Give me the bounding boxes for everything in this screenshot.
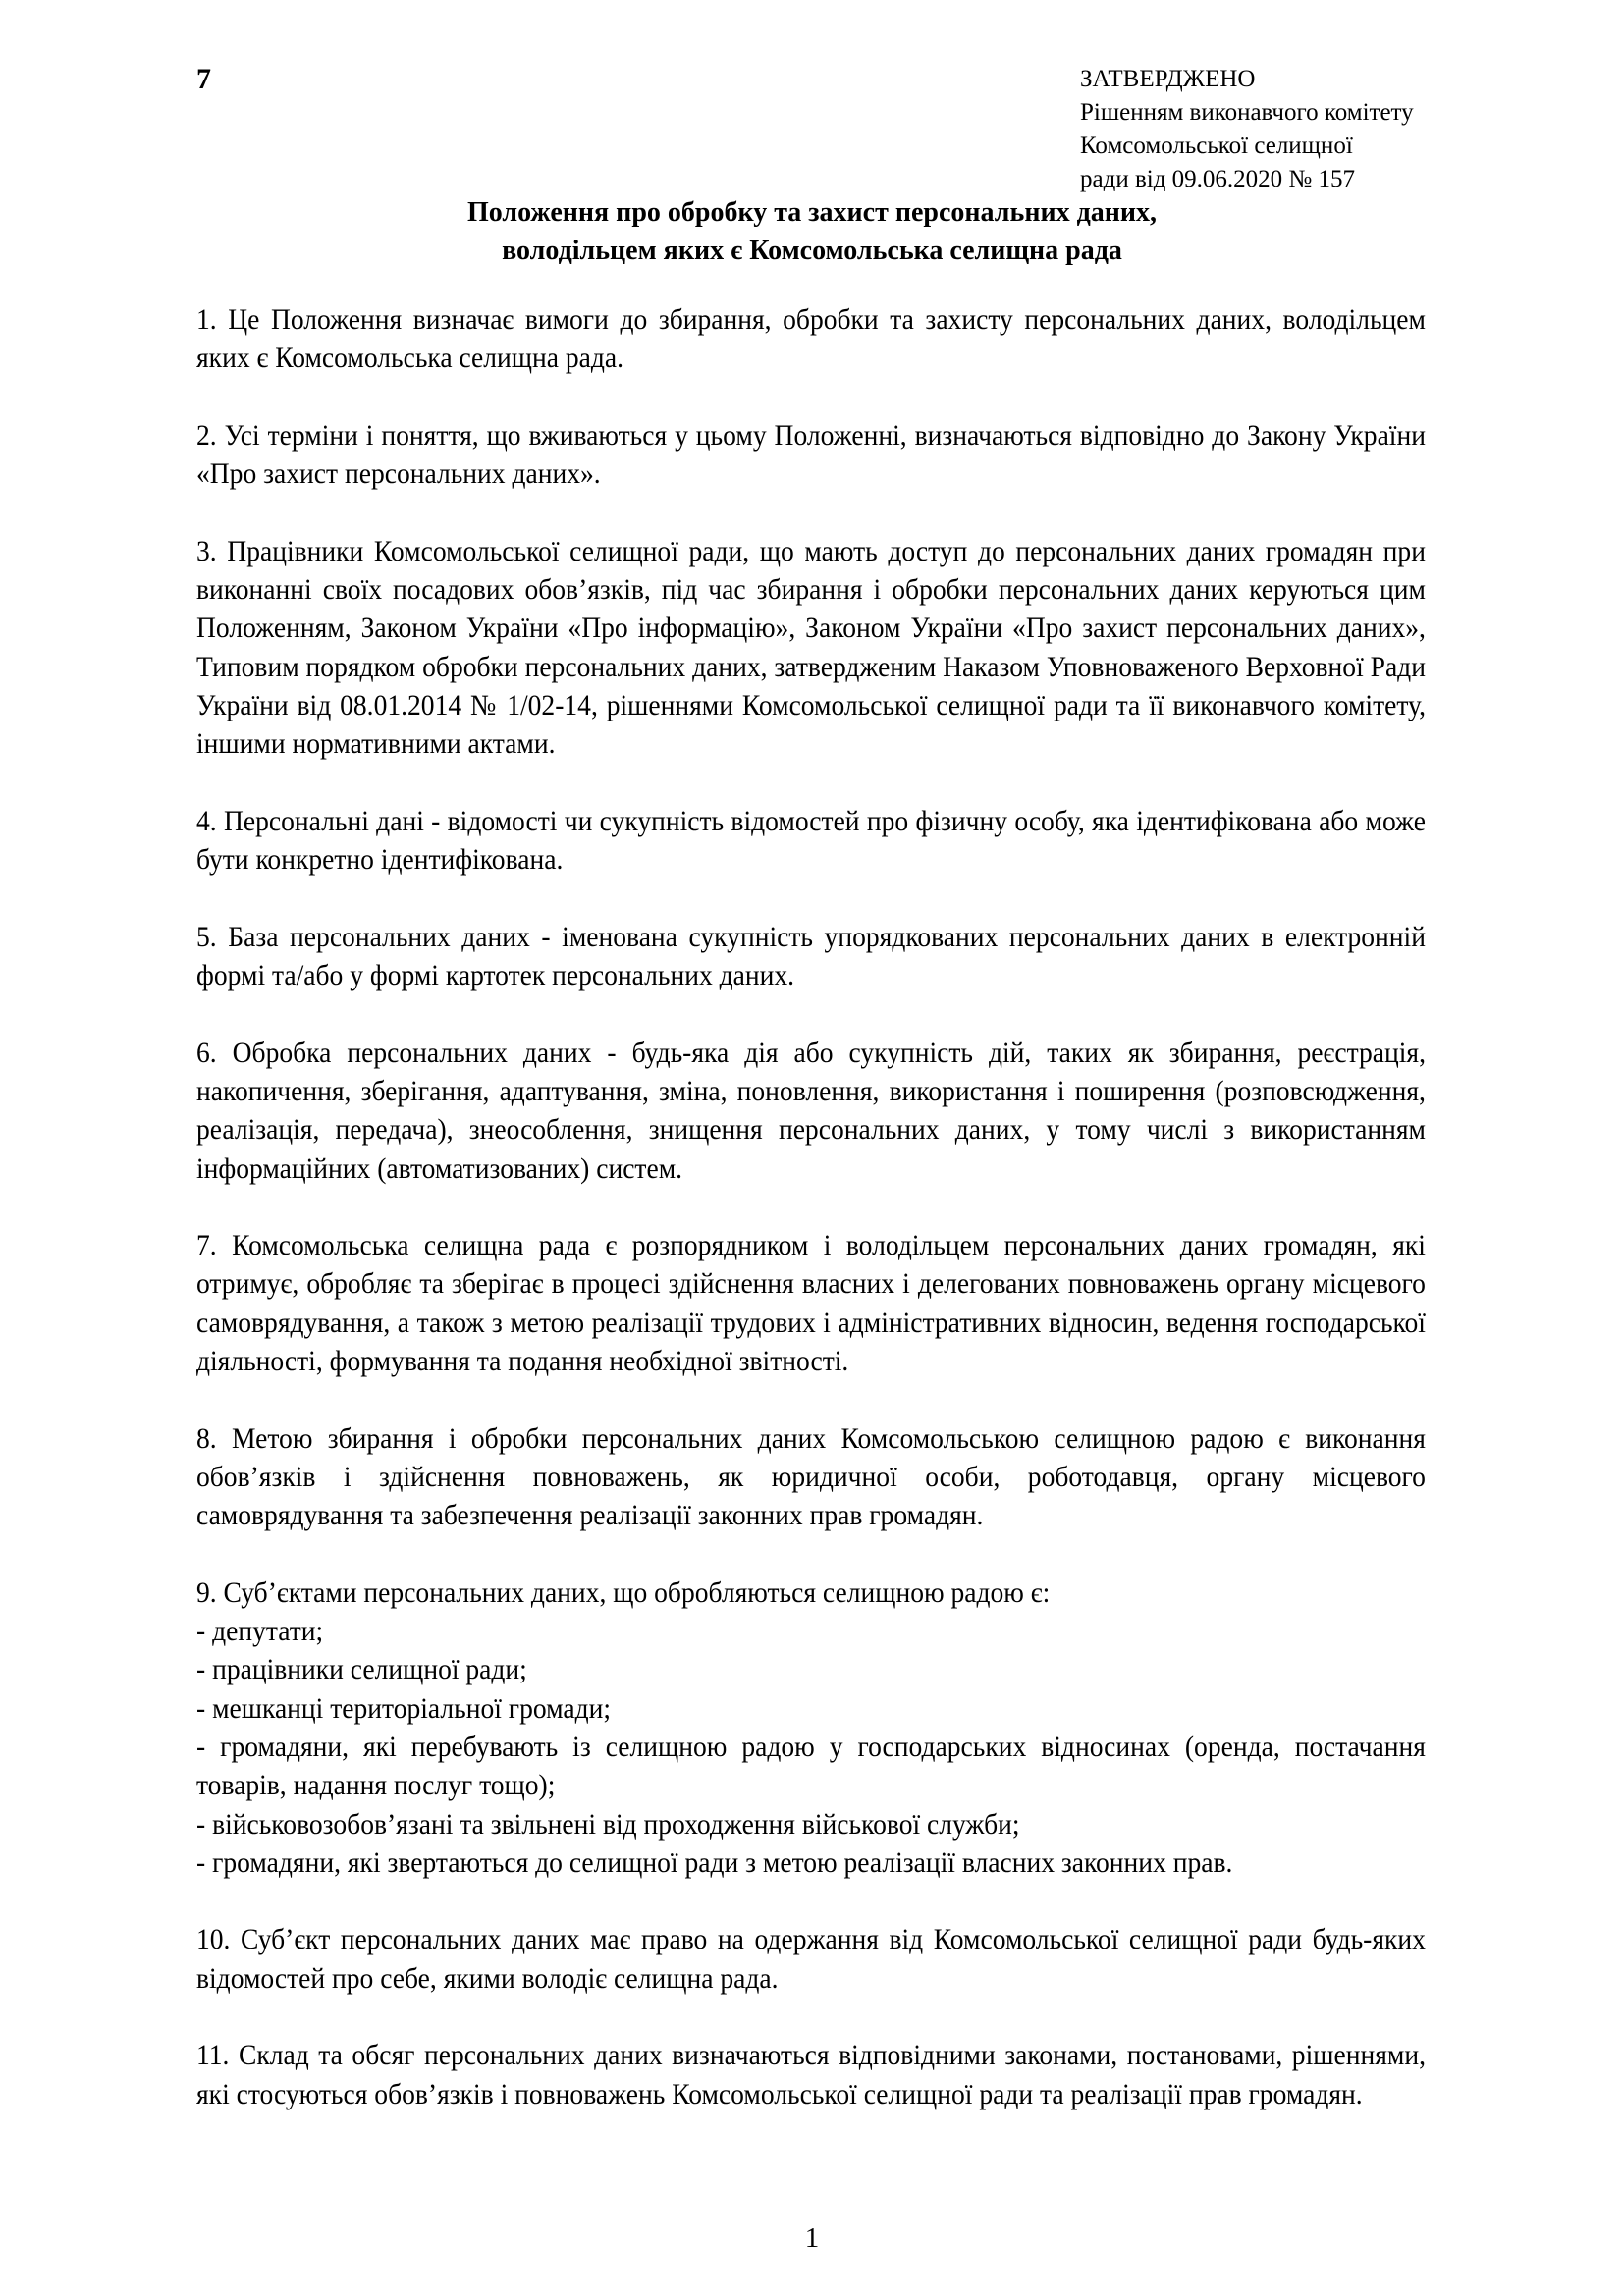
list-item: - військовозобов’язані та звільнені від проходження військової служби; xyxy=(196,1808,1020,1841)
paragraph-4: 4. Персональні дані - відомості чи сукупність відомостей про фізичну особу, яка ідентифікована або може бути конкретно ідентифікована. xyxy=(196,805,1426,877)
title-line-2: володільцем яких є Комсомольська селищна рада xyxy=(502,236,1122,266)
title-line-1: Положення про обробку та захист персональних даних, xyxy=(466,197,1158,228)
list-item: - працівники селищної ради; xyxy=(196,1654,527,1686)
approval-line: Комсомольської селищної xyxy=(1080,133,1353,159)
paragraph-11: 11. Склад та обсяг персональних даних визначаються відповідними законами, постановами, рішеннями, які стосуються обов’язків і повноважень Комсомольської селищної ради та реалізації прав громадян. xyxy=(196,2040,1426,2110)
approval-line: Рішенням виконавчого комітету xyxy=(1080,99,1414,126)
subjects-list xyxy=(196,1613,1426,1883)
paragraph-9-intro: 9. Суб’єктами персональних даних, що обробляються селищною радою є: xyxy=(196,1576,1051,1609)
paragraph-7: 7. Комсомольська селищна рада є розпорядником і володільцем персональних даних громадян, які отримує, обробляє та зберігає в процесі здійснення власних і делегованих повноважень органу місцевого самоврядування, а також з метою реалізації трудових і адміністративних відносин, ведення господарської діяльності, формування та подання необхідної звітності. xyxy=(196,1230,1426,1378)
list-item: - громадяни, які звертаються до селищної ради з метою реалізації власних законних прав. xyxy=(196,1846,1233,1879)
approval-line: ради від 09.06.2020 № 157 xyxy=(1080,166,1356,192)
approval-stamp xyxy=(1080,63,1414,196)
paragraph-8: 8. Метою збирання і обробки персональних даних Комсомольською селищною радою є виконання обов’язків і здійснення повноважень, як юридичної особи, роботодавця, органу місцевого самоврядування та забезпечення реалізації законних прав громадян. xyxy=(196,1422,1426,1532)
paragraph-2: 2. Усі терміни і поняття, що вживаються у цьому Положенні, визначаються відповідно до Закону України «Про захист персональних даних». xyxy=(196,419,1426,491)
list-item: - громадяни, які перебувають із селищною радою у господарських відносинах (оренда, постачання товарів, надання послуг тощо); xyxy=(196,1731,1426,1802)
document-body xyxy=(196,301,1426,2153)
paragraph-5: 5. База персональних даних - іменована сукупність упорядкованих персональних даних в електронній формі та/або у формі картотек персональних даних. xyxy=(196,921,1426,992)
paragraph-6: 6. Обробка персональних даних - будь-яка дія або сукупність дій, таких як збирання, реєстрація, накопичення, зберігання, адаптування, зміна, поновлення, використання і поширення (розповсюдження, реалізація, передача), знеособлення, знищення персональних даних, у тому числі з використанням інформаційних (автоматизованих) систем. xyxy=(196,1037,1426,1185)
document-title xyxy=(196,193,1428,270)
list-item: - депутати; xyxy=(196,1616,324,1648)
list-item: - мешканці територіальної громади; xyxy=(196,1692,612,1725)
paragraph-1: 1. Це Положення визначає вимоги до збирання, обробки та захисту персональних даних, володільцем яких є Комсомольська селищна рада. xyxy=(196,304,1426,375)
document-number: 7 xyxy=(196,63,211,95)
paragraph-3: 3. Працівники Комсомольської селищної ради, що мають доступ до персональних даних громадян при виконанні своїх посадових обов’язків, під час збирання і обробки персональних даних керуються цим Положенням, Законом України «Про інформацію», Законом України «Про захист персональних даних», Типовим порядком обробки персональних даних, затвердженим Наказом Уповноваженого Верховної Ради України від 08.01.2014 № 1/02-14, рішеннями Комсомольської селищної ради та її виконавчого комітету, іншими нормативними актами. xyxy=(196,535,1426,761)
paragraph-10: 10. Суб’єкт персональних даних має право на одержання від Комсомольської селищної ради будь-яких відомостей про себе, якими володіє селищна рада. xyxy=(196,1924,1426,1995)
page-number: 1 xyxy=(804,2222,820,2254)
approval-line: ЗАТВЕРДЖЕНО xyxy=(1080,66,1256,92)
